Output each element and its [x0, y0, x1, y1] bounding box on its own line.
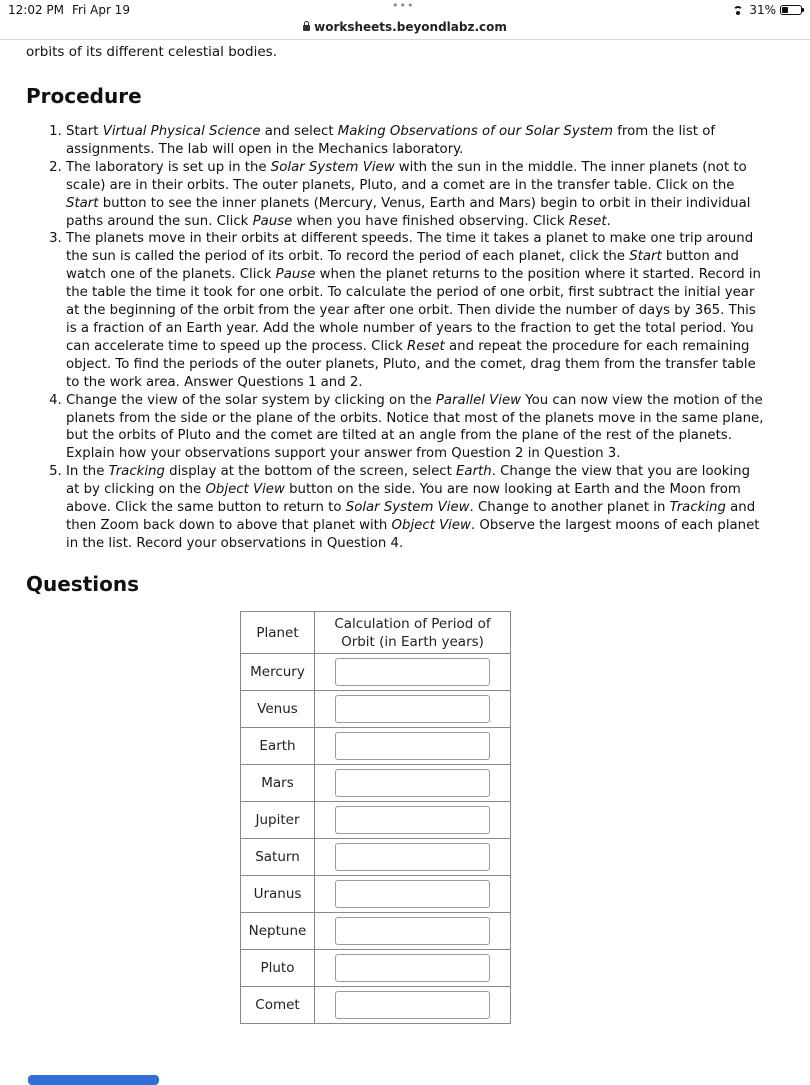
period-input[interactable]	[335, 880, 490, 908]
procedure-step	[66, 463, 766, 553]
step-text: . Observe the largest moons of each planet in the list. Record your observations in Question 4.	[66, 517, 760, 551]
period-input[interactable]	[335, 732, 490, 760]
intro-text: orbits of its different celestial bodies.	[26, 44, 278, 60]
calculation-column-header	[315, 612, 511, 654]
period-input[interactable]	[335, 658, 490, 686]
planet-column-header: Planet	[241, 612, 315, 654]
planet-name: Jupiter	[241, 802, 315, 839]
emphasis-text: Object View	[205, 482, 285, 498]
table-row	[241, 950, 511, 987]
status-time: 12:02 PM	[8, 3, 64, 17]
period-cell	[315, 876, 511, 913]
emphasis-text: Making Observations of our Solar System	[337, 124, 614, 139]
planet-name: Earth	[241, 728, 315, 765]
battery-fill	[782, 7, 788, 13]
submit-button[interactable]	[28, 1075, 159, 1085]
emphasis-text: Solar System View	[345, 500, 470, 516]
step-text: with the sun in the middle. The inner planets (not to scale) are in their orbits. The outer planets, Pluto, and a comet are in the transfer table. Click on the	[66, 159, 747, 193]
procedure-step	[66, 230, 766, 391]
orbit-table-body	[241, 654, 511, 1024]
period-input[interactable]	[335, 695, 490, 723]
status-indicators	[732, 3, 802, 17]
planet-name: Neptune	[241, 913, 315, 950]
table-row	[241, 913, 511, 950]
emphasis-text: Tracking	[669, 500, 726, 516]
step-text: and repeat the procedure for each remaining object. To find the periods of the outer planets, Pluto, and the comet, drag them from the transfer table to the work area. Answer Questions 1 and 2.	[66, 338, 756, 390]
table-row	[241, 654, 511, 691]
emphasis-text: Reset	[568, 213, 607, 229]
status-date: Fri Apr 19	[72, 3, 130, 17]
planet-name: Uranus	[241, 876, 315, 913]
status-time-group	[8, 3, 130, 17]
procedure-steps	[26, 123, 766, 553]
period-cell	[315, 913, 511, 950]
period-cell	[315, 691, 511, 728]
emphasis-text: Pause	[275, 267, 316, 283]
period-cell	[315, 950, 511, 987]
procedure-step	[66, 392, 766, 464]
planet-name: Mercury	[241, 654, 315, 691]
step-text: from the list of assignments. The lab will open in the Mechanics laboratory.	[66, 124, 716, 157]
multitask-dots-icon[interactable]: •••	[392, 0, 415, 12]
emphasis-text: Pause	[252, 213, 293, 229]
period-cell	[315, 802, 511, 839]
table-row	[241, 691, 511, 728]
period-input[interactable]	[335, 917, 490, 945]
worksheet-content	[26, 40, 764, 596]
planet-name: Venus	[241, 691, 315, 728]
procedure-heading: Procedure	[26, 84, 142, 108]
step-text: The planets move in their orbits at different speeds. The time it takes a planet to make one trip around the sun is called the period of its orbit. To record the period of each planet, click the	[66, 231, 754, 265]
emphasis-text: Tracking	[108, 464, 165, 480]
period-input[interactable]	[335, 806, 490, 834]
period-cell	[315, 654, 511, 691]
step-text: Start	[66, 124, 103, 139]
step-text: .	[606, 213, 611, 229]
emphasis-text: Earth	[456, 464, 492, 480]
emphasis-text: Object View	[391, 517, 471, 533]
step-text: when you have finished observing. Click	[292, 213, 569, 229]
table-row	[241, 876, 511, 913]
address-bar[interactable]	[0, 20, 810, 34]
step-text: display at the bottom of the screen, select	[164, 464, 457, 480]
step-text: and then Zoom back down to above that planet with	[66, 500, 756, 533]
battery-icon	[780, 5, 802, 15]
emphasis-text: Start	[66, 195, 99, 211]
emphasis-text: Start	[629, 249, 662, 265]
planet-name: Saturn	[241, 839, 315, 876]
emphasis-text: Reset	[407, 338, 445, 354]
step-text: . Change to another planet in	[469, 500, 670, 516]
table-row	[241, 987, 511, 1024]
calc-header-line-2: Orbit (in Earth years)	[341, 633, 484, 650]
step-text: button to see the inner planets (Mercury, Venus, Earth and Mars) begin to orbit in their individual paths around the sun. Click	[66, 195, 751, 229]
table-row	[241, 728, 511, 765]
period-input[interactable]	[335, 954, 490, 982]
table-row	[241, 765, 511, 802]
url-text: worksheets.beyondlabz.com	[314, 20, 507, 34]
planet-name: Comet	[241, 987, 315, 1024]
step-text: In the	[66, 464, 109, 480]
emphasis-text: Parallel View	[435, 392, 522, 408]
period-cell	[315, 987, 511, 1024]
period-cell	[315, 839, 511, 876]
period-input[interactable]	[335, 769, 490, 797]
step-text: You can now view the motion of the planets from the side or the plane of the orbits. Notice that most of the planets move in the same plane, but the orbits of Pluto and the comet are tilted at an angle from the plane of the rest of the planets. Explain how your observations support your answer from Question 2 in Question 3.	[66, 392, 764, 462]
period-cell	[315, 765, 511, 802]
calc-header-line-1: Calculation of Period of	[334, 615, 491, 632]
table-row	[241, 802, 511, 839]
period-input[interactable]	[335, 843, 490, 871]
step-text: . Change the view that you are looking at by clicking on the	[66, 464, 751, 498]
emphasis-text: Virtual Physical Science	[102, 124, 261, 139]
procedure-step	[66, 159, 766, 231]
emphasis-text: Solar System View	[270, 159, 395, 175]
table-row	[241, 839, 511, 876]
planet-name: Mars	[241, 765, 315, 802]
step-text: button on the side. You are now looking at Earth and the Moon from above. Click the same button to return to	[66, 482, 741, 516]
step-text: when the planet returns to the position where it started. Record in the table the time it took for one orbit. To calculate the period of one orbit, first subtract the initial year at the beginning of the orbit from the year after one orbit. Then divide the number of days by 365. This is a fraction of an Earth year. Add the whole number of years to the fraction to get the total period. You can accelerate time to speed up the process. Click	[66, 267, 761, 354]
step-text: button and watch one of the planets. Click	[66, 249, 739, 283]
lock-icon	[303, 25, 310, 31]
procedure-step	[66, 123, 766, 159]
orbit-period-table	[240, 611, 511, 1024]
questions-heading: Questions	[26, 572, 140, 596]
battery-percent: 31%	[749, 3, 776, 17]
table-header-row	[241, 612, 511, 654]
planet-name: Pluto	[241, 950, 315, 987]
period-input[interactable]	[335, 991, 490, 1019]
step-text: The laboratory is set up in the	[66, 159, 271, 175]
period-cell	[315, 728, 511, 765]
ios-status-bar	[0, 0, 810, 40]
step-text: and select	[260, 124, 338, 139]
wifi-icon	[732, 5, 744, 15]
step-text: Change the view of the solar system by clicking on the	[66, 392, 436, 408]
